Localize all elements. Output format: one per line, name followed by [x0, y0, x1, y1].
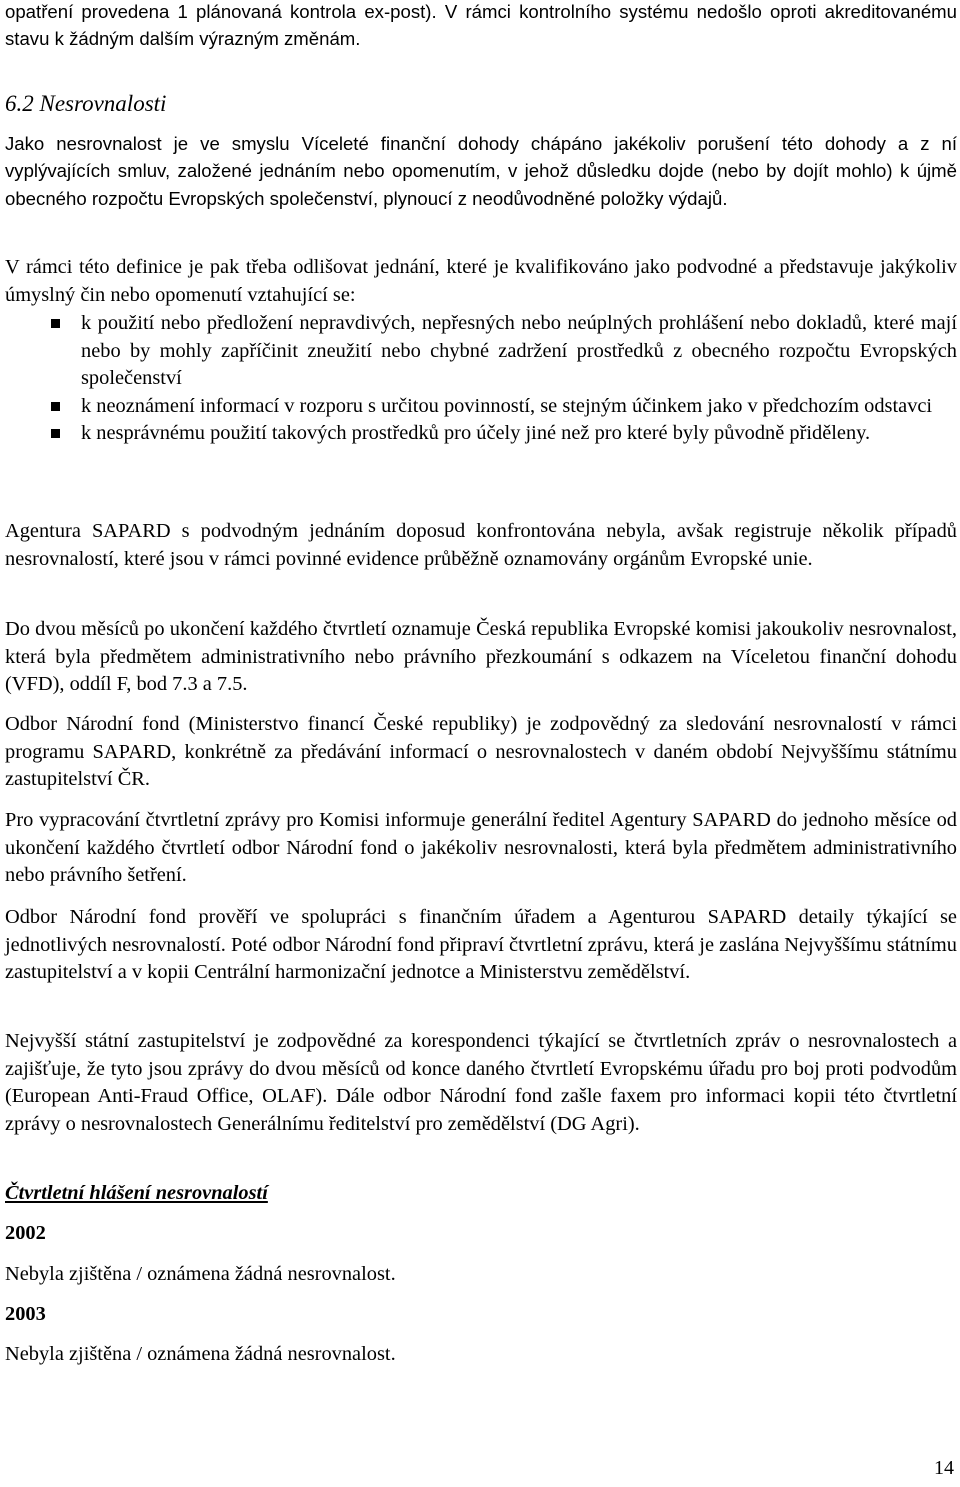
list-item: [81, 420, 957, 448]
section-heading: 6.2 Nesrovnalosti: [5, 91, 167, 116]
intro-paragraph: opatření provedena 1 plánovaná kontrola ex-post). V rámci kontrolního systému nedošlo oproti akreditovanému stavu k žádným dalším výrazným změnám.: [5, 1, 957, 49]
quarterly-irregularities-heading: Čtvrtletní hlášení nesrovnalostí: [5, 1182, 268, 1204]
reporting-paragraph: Do dvou měsíců po ukončení každého čtvrtletí oznamuje Česká republika Evropské komisi jakoukoliv nesrovnalost, která byla předmětem administrativního nebo právního přezkoumání s odkazem na Víceletou finanční dohodu (VFD), oddíl F, bod 7.3 a 7.5.: [5, 618, 957, 696]
quarterly-report-paragraph: Pro vypracování čtvrtletní zprávy pro Komisi informuje generální ředitel Agentury SAPARD do jednoho měsíce od ukončení každého čtvrtletí odbor Národní fond o jakékoliv nesrovnalosti, která byla předmětem administrativního nebo právního šetření.: [5, 809, 957, 887]
year-note: Nebyla zjištěna / oznámena žádná nesrovnalost.: [5, 1263, 396, 1285]
year-label: 2003: [5, 1303, 46, 1325]
national-fund-paragraph: Odbor Národní fond (Ministerstvo financí České republiky) je zodpovědný za sledování nesrovnalostí v rámci programu SAPARD, konkrétně za předávání informací o nesrovnalostech v daném období Nejvyššímu státnímu zastupitelství ČR.: [5, 713, 957, 791]
year-note: Nebyla zjištěna / oznámena žádná nesrovnalost.: [5, 1343, 396, 1365]
year-label: 2002: [5, 1222, 46, 1244]
cooperation-paragraph: Odbor Národní fond prověří ve spolupráci s finančním úřadem a Agenturou SAPARD detaily týkající se jednotlivých nesrovnalostí. Poté odbor Národní fond připraví čtvrtletní zprávu, která je zaslána Nejvyššímu státnímu zastupitelství a v kopii Centrální harmonizační jednotce a Ministerstvu zemědělství.: [5, 906, 957, 984]
square-bullet-icon: [51, 429, 60, 438]
list-item: [81, 393, 957, 421]
prosecution-paragraph: Nejvyšší státní zastupitelství je zodpovědné za korespondenci týkající se čtvrtletních zpráv o nesrovnalostech a zajišťuje, že tyto jsou zprávy do dvou měsíců od konce daného čtvrtletí Evropskému úřadu pro boj proti podvodům (European Anti-Fraud Office, OLAF). Dále odbor Národní fond zašle faxem pro informaci kopii této čtvrtletní zprávy o nesrovnalostech Generálnímu ředitelství pro zemědělství (DG Agri).: [5, 1030, 957, 1135]
list-item-text: k nesprávnému použití takových prostředků pro účely jiné než pro které byly původně přiděleny.: [81, 422, 871, 445]
fraud-criteria-list: [5, 310, 957, 448]
page-number: 14: [934, 1457, 954, 1479]
square-bullet-icon: [51, 319, 60, 328]
square-bullet-icon: [51, 402, 60, 411]
definition-paragraph: Jako nesrovnalost je ve smyslu Víceleté finanční dohody chápáno jakékoliv porušení této dohody a z ní vyplývajících smluv, založené jednáním nebo opomenutím, v jehož důsledku dojde (nebo by dojít mohlo) k újmě obecného rozpočtu Evropských společenství, plynoucí z neodůvodněné položky výdajů.: [5, 133, 957, 209]
list-item: [81, 310, 957, 393]
list-item-text: k použití nebo předložení nepravdivých, nepřesných nebo neúplných prohlášení nebo dokladů, které mají nebo by mohly zapříčinit zneužití nebo chybné zadržení prostředků z obecného rozpočtu Evropských společenství: [81, 312, 957, 390]
list-item-text: k neoznámení informací v rozporu s určitou povinností, se stejným účinkem jako v předchozím odstavci: [81, 394, 933, 417]
fraud-definition-paragraph: V rámci této definice je pak třeba odlišovat jednání, které je kvalifikováno jako podvodné a představuje jakýkoliv úmyslný čin nebo opomenutí vztahující se:: [5, 256, 957, 306]
agency-paragraph: Agentura SAPARD s podvodným jednáním doposud konfrontována nebyla, avšak registruje několik případů nesrovnalostí, které jsou v rámci povinné evidence průběžně oznamovány orgánům Evropské unie.: [5, 520, 957, 570]
